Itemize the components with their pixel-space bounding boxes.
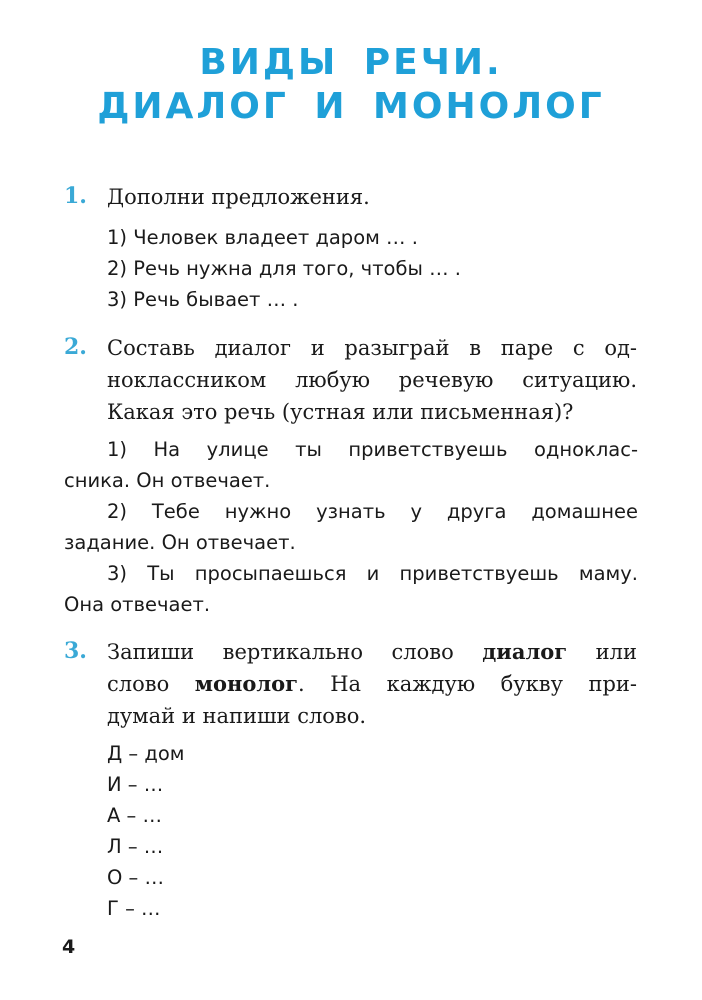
page-title-line2: ДИАЛОГ И МОНОЛОГ <box>97 86 605 127</box>
letter-line-1: Д – дом <box>107 742 185 765</box>
word-monolog: монолог <box>194 671 299 696</box>
letter-line-3: А – … <box>107 804 162 827</box>
task-2-item-3-line1: 3) Ты просыпаешься и приветствуешь маму. <box>107 562 638 585</box>
task-2-item-1-line2: сника. Он отвечает. <box>64 469 271 492</box>
page-number: 4 <box>62 936 76 958</box>
task-1-item-3: 3) Речь бывает … . <box>107 288 299 311</box>
task-1-instruction: Дополни предложения. <box>107 185 370 209</box>
task-2-instruction-line1: Составь диалог и разыграй в паре с од- <box>107 336 637 360</box>
task-2-item-1-line1: 1) На улице ты приветствуешь одноклас- <box>107 438 638 461</box>
page-title-line1: ВИДЫ РЕЧИ. <box>199 42 503 83</box>
task-1-item-1: 1) Человек владеет даром … . <box>107 226 418 249</box>
task-number-2: 2. <box>64 334 87 360</box>
letter-line-5: О – … <box>107 866 164 889</box>
task-1-item-2: 2) Речь нужна для того, чтобы … . <box>107 257 461 280</box>
task-2-instruction-line3: Какая это речь (устная или письменная)? <box>107 400 574 424</box>
letter-line-2: И – … <box>107 773 164 796</box>
task-3-instruction-line1: Запиши вертикально слово диалог или <box>107 639 637 664</box>
task-2-item-2-line1: 2) Тебе нужно узнать у друга домашнее <box>107 500 638 523</box>
task-number-1: 1. <box>64 183 87 209</box>
word-dialog: диалог <box>482 639 568 664</box>
task-2-instruction-line2: ноклассником любую речевую ситуацию. <box>107 368 637 392</box>
task-2-item-2-line2: задание. Он отвечает. <box>64 531 296 554</box>
letter-line-4: Л – … <box>107 835 164 858</box>
task-number-3: 3. <box>64 638 87 664</box>
letter-line-6: Г – … <box>107 897 161 920</box>
task-3-instruction-line2: слово монолог. На каждую букву при- <box>107 671 637 696</box>
task-2-item-3-line2: Она отвечает. <box>64 593 211 616</box>
task-3-instruction-line3: думай и напиши слово. <box>107 704 367 728</box>
